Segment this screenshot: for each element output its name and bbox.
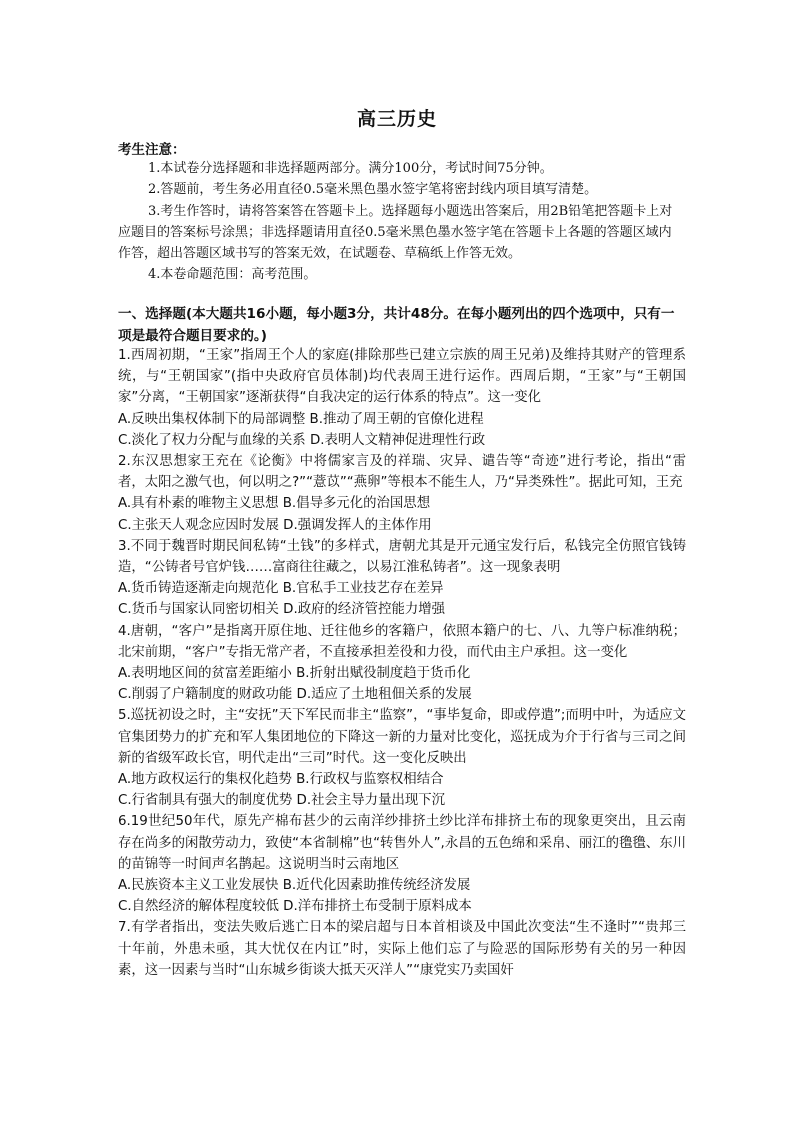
question-options: A.民族资本主义工业发展快 B.近代化因素助推传统经济发展: [118, 878, 471, 894]
question: [118, 345, 686, 451]
notice-item: 1.本试卷分选择题和非选择题两部分。满分100分，考试时间75分钟。: [148, 161, 553, 176]
notice-heading: 考生注意：: [118, 142, 186, 158]
question-stem: 2.东汉思想家王充在《论衡》中将儒家言及的祥瑞、灾异、谴告等“奇迹”进行考论，指出“雷者，太阳之激气也，何以明之?”“薏苡”“燕卵”等根本不能生人，乃“异类殊性”。据此可知，王充: [118, 454, 686, 491]
question-options: A.具有朴素的唯物主义思想 B.倡导多元化的治国思想: [118, 496, 431, 512]
question-options: A.表明地区间的贫富差距缩小 B.折射出赋役制度趋于货币化: [118, 666, 471, 682]
question-options: C.主张天人观念应因时发展 D.强调发挥人的主体作用: [118, 517, 432, 533]
question: [118, 917, 686, 981]
question: [118, 451, 686, 536]
question: [118, 705, 686, 811]
question-list: [118, 345, 686, 981]
section-heading: 一、选择题(本大题共16小题，每小题3分，共计48分。在每小题列出的四个选项中，只有一项是最符合题目要求的。): [118, 306, 675, 344]
question-stem: 6.19世纪50年代，原先产棉布甚少的云南洋纱排挤土纱比洋布排挤土布的现象更突出，且云南存在尚多的闲散劳动力，致使“本省制棉”也“转售外人”,永昌的五色绵和采帛、丽江的氇氇、东川的苗锦等一时间声名鹊起。这说明当时云南地区: [118, 814, 686, 872]
question-stem: 5.巡抚初设之时，主“安抚”天下军民而非主“监察”，“事毕复命，即或停遣”;而明中叶，为适应文官集团势力的扩充和军人集团地位的下降这一新的力量对比变化，巡抚成为介于行省与三司之间新的省级军政长官，明代走出“三司”时代。这一变化反映出: [118, 708, 686, 766]
question-options: C.削弱了户籍制度的财政功能 D.适应了土地租佃关系的发展: [118, 687, 472, 703]
question: [118, 536, 686, 621]
question-options: C.行省制具有强大的制度优势 D.社会主导力量出现下沉: [118, 793, 446, 809]
question: [118, 811, 686, 917]
question-options: C.货币与国家认同密切相关 D.政府的经济管控能力增强: [118, 602, 446, 618]
question-stem: 4.唐朝，“客户”是指离开原住地、迁往他乡的客籍户，依照本籍户的七、八、九等户标准纳税；北宋前期，“客户”专指无常产者，不直接承担差役和力役，而代由主户承担。这一变化: [118, 623, 686, 660]
page-title: 高三历史: [356, 108, 437, 130]
question-options: A.货币铸造逐渐走向规范化 B.官私手工业技艺存在差异: [118, 581, 444, 597]
question-options: C.淡化了权力分配与血缘的关系 D.表明人文精神促进理性行政: [118, 432, 486, 448]
question-stem: 7.有学者指出，变法失败后逃亡日本的梁启超与日本首相谈及中国此次变法“生不逢时”“贵邦三十年前，外患未亟，其大忧仅在内讧”时，实际上他们忘了与险恶的国际形势有关的另一种因素，这一因素与当时“山东城乡街谈大抵天灭洋人”“康党实乃卖国奸: [118, 920, 686, 978]
question-stem: 1.西周初期，“王家”指周王个人的家庭(排除那些已建立宗族的周王兄弟)及维持其财产的管理系统，与“王朝国家”(指中央政府官员体制)均代表周王进行运作。西周后期，“王家”与“王朝国家”分离，“王朝国家”逐渐获得“自我决定的运行体系的特点”。这一变化: [118, 348, 686, 406]
question-options: A.反映出集权体制下的局部调整 B.推动了周王朝的官僚化进程: [118, 411, 484, 427]
question: [118, 621, 686, 706]
notice-item: 3.考生作答时，请将答案答在答题卡上。选择题每小题选出答案后，用2B铅笔把答题卡上对应题目的答案标号涂黑；非选择题请用直径0.5毫米黑色墨水签字笔在答题卡上各题的答题区域内作答，超出答题区域书写的答案无效，在试题卷、草稿纸上作答无效。: [118, 203, 673, 262]
question-options: A.地方政权运行的集权化趋势 B.行政权与监察权相结合: [118, 772, 444, 788]
question-stem: 3.不同于魏晋时期民间私铸“土钱”的多样式，唐朝尤其是开元通宝发行后，私钱完全仿照官钱铸造，“公铸者号官炉钱……富商往往藏之，以易江淮私铸者”。这一现象表明: [118, 538, 686, 576]
notice-item: 2.答题前，考生务必用直径0.5毫米黑色墨水签字笔将密封线内项目填写清楚。: [148, 182, 598, 198]
notice-list: [118, 158, 684, 286]
notice-item: 4.本卷命题范围：高考范围。: [148, 267, 317, 283]
question-options: C.自然经济的解体程度较低 D.洋布排挤土布受制于原料成本: [118, 899, 472, 915]
